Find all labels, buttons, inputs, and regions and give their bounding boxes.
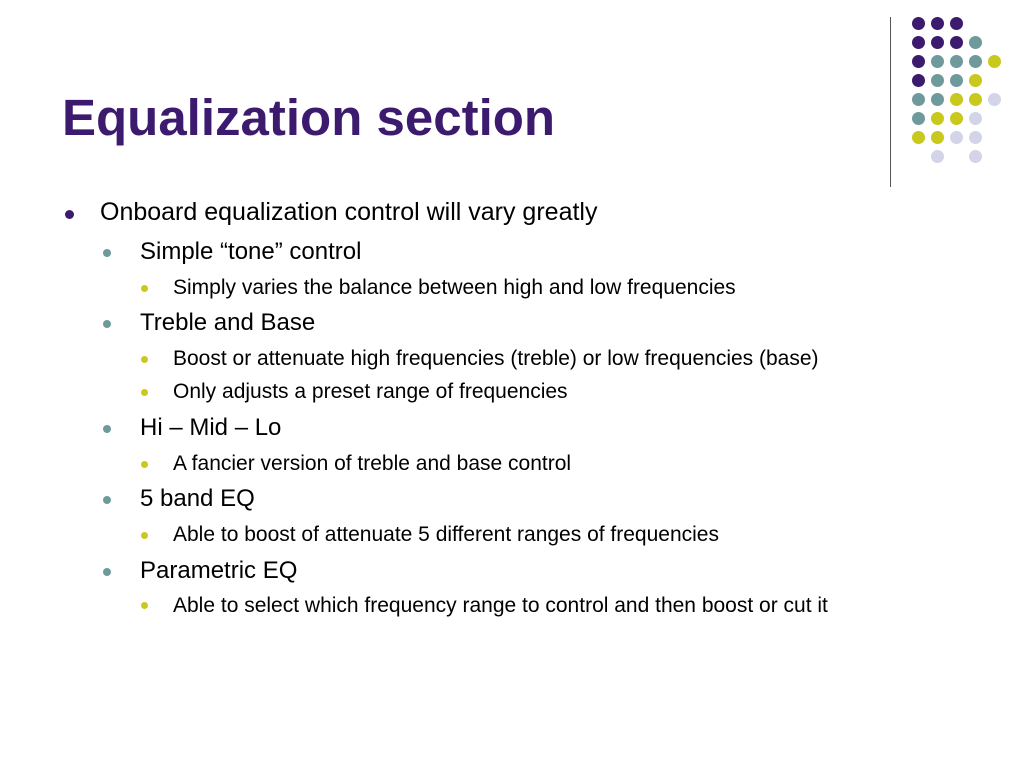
decorative-dot xyxy=(950,55,963,68)
decorative-dot xyxy=(931,74,944,87)
bullet-text: Parametric EQ xyxy=(140,557,298,584)
bullet-marker-lime xyxy=(141,602,148,609)
decorative-dot xyxy=(912,112,925,125)
decorative-dot xyxy=(931,55,944,68)
bullet-marker-teal xyxy=(103,320,111,328)
bullet-marker-lime xyxy=(141,389,148,396)
bullet-text: Simply varies the balance between high and low frequencies xyxy=(173,276,736,299)
decorative-dot xyxy=(912,131,925,144)
bullet-text: Simple “tone” control xyxy=(140,238,362,265)
bullet-marker-purple xyxy=(65,210,74,219)
decorative-dot xyxy=(950,36,963,49)
vertical-divider xyxy=(890,17,891,187)
decorative-dot xyxy=(988,93,1001,106)
decorative-dot xyxy=(931,93,944,106)
bullet-item-12 xyxy=(173,593,963,619)
decorative-dot xyxy=(912,74,925,87)
bullet-item-2 xyxy=(140,238,361,266)
bullet-item-8 xyxy=(173,452,571,476)
decorative-dot xyxy=(969,131,982,144)
decorative-dot xyxy=(969,55,982,68)
bullet-item-10 xyxy=(173,523,719,547)
bullet-marker-teal xyxy=(103,496,111,504)
decorative-dot xyxy=(969,74,982,87)
decorative-dot xyxy=(950,74,963,87)
bullet-text: Able to select which frequency range to control and then boost or cut it xyxy=(173,594,828,617)
bullet-text: Only adjusts a preset range of frequencies xyxy=(173,380,568,403)
decorative-dot xyxy=(969,150,982,163)
bullet-marker-lime xyxy=(141,285,148,292)
decorative-dot xyxy=(950,93,963,106)
bullet-marker-lime xyxy=(141,532,148,539)
bullet-marker-teal xyxy=(103,425,111,433)
bullet-marker-teal xyxy=(103,249,111,257)
decorative-dot xyxy=(969,112,982,125)
bullet-text: Able to boost of attenuate 5 different ranges of frequencies xyxy=(173,523,719,546)
bullet-marker-lime xyxy=(141,356,148,363)
slide-title: Equalization section xyxy=(62,89,556,146)
decorative-dot xyxy=(931,131,944,144)
bullet-text: Onboard equalization control will vary greatly xyxy=(100,198,598,226)
decorative-dot xyxy=(912,36,925,49)
decorative-dot xyxy=(950,131,963,144)
bullet-item-4 xyxy=(140,309,315,337)
decorative-dot xyxy=(931,150,944,163)
bullet-text: Hi – Mid – Lo xyxy=(140,414,282,441)
bullet-item-5 xyxy=(173,347,819,371)
bullet-text: 5 band EQ xyxy=(140,485,255,512)
decorative-dot xyxy=(912,55,925,68)
decorative-dot xyxy=(912,17,925,30)
bullet-item-3 xyxy=(173,276,736,300)
decorative-dot xyxy=(931,17,944,30)
bullet-text: A fancier version of treble and base control xyxy=(173,452,572,475)
decorative-dot xyxy=(931,112,944,125)
bullet-item-7 xyxy=(140,414,281,442)
bullet-item-11 xyxy=(140,557,297,585)
bullet-text: Boost or attenuate high frequencies (treble) or low frequencies (base) xyxy=(173,347,819,370)
decorative-dot xyxy=(969,93,982,106)
bullet-item-6 xyxy=(173,380,568,404)
bullet-item-9 xyxy=(140,485,255,513)
decorative-dot xyxy=(950,17,963,30)
bullet-text: Treble and Base xyxy=(140,309,316,336)
bullet-marker-teal xyxy=(103,568,111,576)
decorative-dot xyxy=(969,36,982,49)
decorative-dot xyxy=(912,93,925,106)
bullet-marker-lime xyxy=(141,461,148,468)
decorative-dot xyxy=(988,55,1001,68)
bullet-item-1 xyxy=(100,198,597,227)
decorative-dot xyxy=(931,36,944,49)
decorative-dot xyxy=(950,112,963,125)
